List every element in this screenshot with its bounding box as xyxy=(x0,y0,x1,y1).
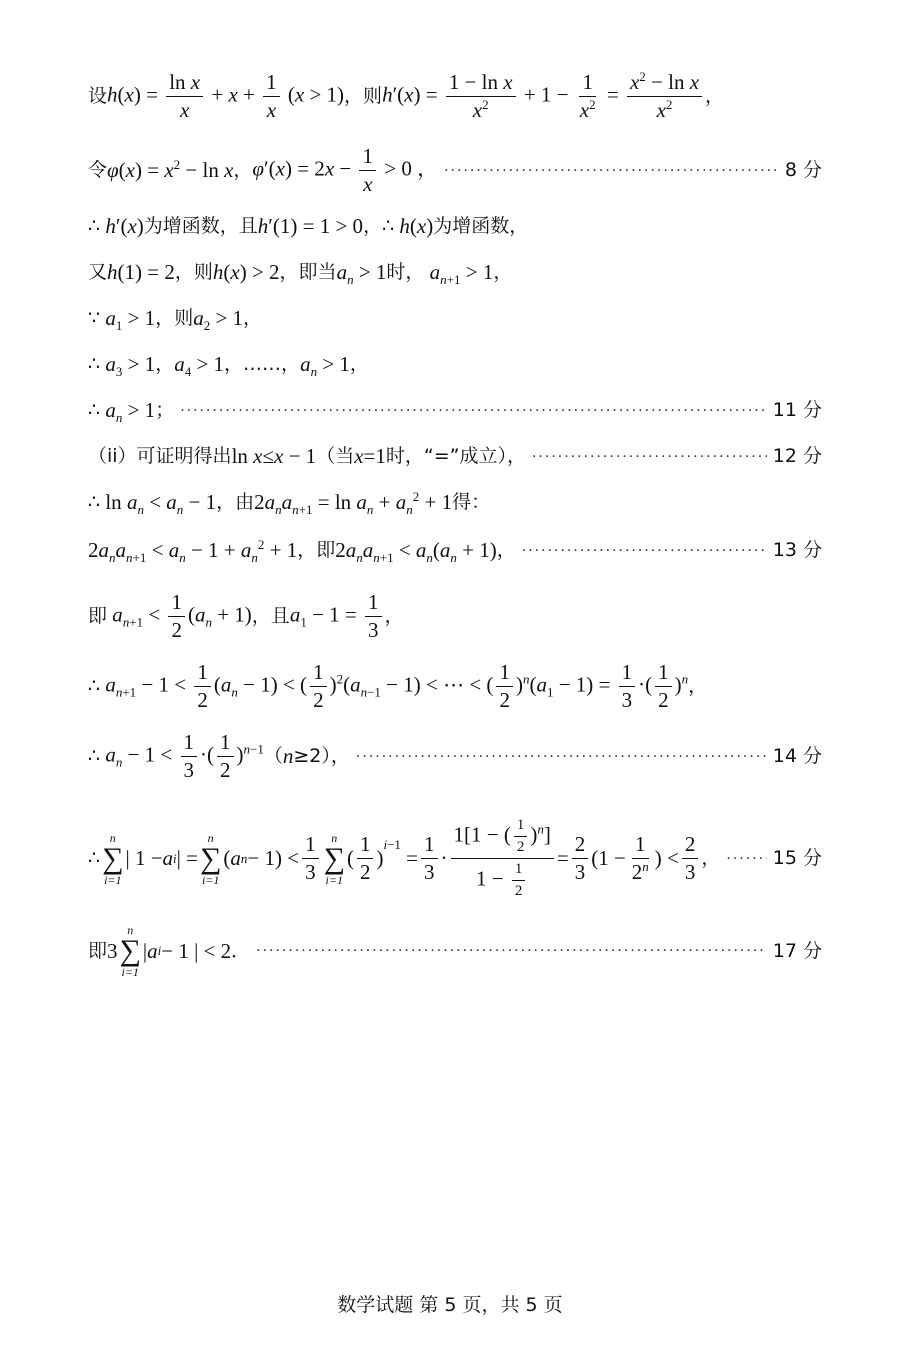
text: ，即 xyxy=(297,539,336,561)
line-12 xyxy=(88,662,822,711)
score-label: 11 分 xyxy=(772,399,822,421)
line-15 xyxy=(88,924,822,978)
math: $a_3 > 1$ xyxy=(105,352,156,380)
text: ，则 xyxy=(155,307,194,329)
text: ，则 xyxy=(344,85,383,107)
math: $a_1 - 1$ = $\frac{1}{3}$ xyxy=(290,592,385,641)
text: ∴ xyxy=(88,215,101,237)
dot-leader xyxy=(180,404,767,418)
math: $\ln a_n < a_n - 1$ xyxy=(100,490,217,518)
text: ≥2）， xyxy=(293,745,350,767)
math: h(1) = 2 xyxy=(107,260,175,284)
math: h′(x) xyxy=(105,214,144,238)
score-label: 15 分 xyxy=(772,847,822,869)
math-chain-inequality: $a_{n+1} - 1$ < $\frac{1}{2}$ $(a_n - 1)$ < ( $\frac{1}{2}$ )$^2(a_{n-1} - 1)$ < ⋯ < ( $\frac{1}{2}$ )$^n(a_1 - 1)$ = $\frac{1}{3}$ ·( $\frac{1}{2}$ )$^n$ xyxy=(105,660,689,712)
text: ． xyxy=(231,939,251,962)
text: ， xyxy=(233,159,253,181)
text: 为增函数，且 xyxy=(143,215,258,237)
math: $a_n - 1$ < $\frac{1}{3}$ ·( $\frac{1}{2}$ )$^{n-1}$ xyxy=(105,730,264,782)
text: ，……， xyxy=(224,353,301,375)
math-phi: $\varphi(x) = x^2 - \ln x$ xyxy=(107,157,234,182)
text: ∴ xyxy=(88,847,101,869)
text: ； xyxy=(155,399,175,421)
score-label: 13 分 xyxy=(772,539,822,561)
math: $a_1 > 1$ xyxy=(105,306,156,334)
score-label: 8 分 xyxy=(784,159,822,181)
text: ∴ xyxy=(88,745,101,767)
text: ， xyxy=(496,539,516,561)
text: ，则 xyxy=(174,261,213,283)
dot-leader xyxy=(256,944,767,958)
text: ， xyxy=(701,847,721,869)
line-6 xyxy=(88,352,822,380)
dot-leader xyxy=(522,544,767,558)
text: ，且 xyxy=(251,605,290,627)
text: ∴ xyxy=(88,675,101,697)
text: ， xyxy=(688,675,708,697)
text: ∴ xyxy=(88,353,101,375)
math: $a_2 > 1$ xyxy=(193,306,244,334)
line-9 xyxy=(88,489,822,518)
line-14 xyxy=(88,818,822,899)
text: ， xyxy=(243,307,263,329)
math: $a_4 > 1$ xyxy=(174,352,225,380)
text: 即 xyxy=(88,605,108,627)
line-10 xyxy=(88,537,822,566)
math: $a_n > 1$ xyxy=(105,398,156,426)
line-4 xyxy=(88,260,822,288)
line-11 xyxy=(88,592,822,641)
line-5 xyxy=(88,306,822,334)
math: n xyxy=(282,744,294,768)
math-phi-derivative: φ′(x) = 2x − $\frac{1}{x}$ > 0 ， xyxy=(252,144,439,196)
math-h-derivative: h′(x) = $\frac{\text{1 − ln x}}{x^2}$ + 1 − $\frac{1}{x^2}$ = $\frac{x^2 - \ln x}{x^2}$ xyxy=(382,72,705,121)
math-h-def: h(x) = $\frac{\text{ln x}}{x}$ + x + $\frac{1}{x}$ (x > 1) xyxy=(107,70,345,122)
dot-leader xyxy=(444,164,779,178)
dot-leader xyxy=(726,852,766,866)
text: ， xyxy=(384,605,404,627)
text: ，即当 xyxy=(279,261,337,283)
text: ，∴ xyxy=(363,215,395,237)
line-3 xyxy=(88,216,822,237)
math: x=1 xyxy=(354,444,386,468)
text: （ xyxy=(263,745,283,767)
text: ， xyxy=(349,353,369,375)
text: ，由 xyxy=(216,491,255,513)
text: ， xyxy=(705,85,725,107)
score-label: 14 分 xyxy=(772,745,822,767)
text: 得： xyxy=(452,491,491,513)
math-sum-bound: n ∑ i=1 | 1 − a i | = n ∑ i=1 ( a n − 1) < $\frac{1}{3}$ n ∑ i=1 ( $\frac{1}{2}$ ) $^{i -1}$ = $\frac{1}{3}$ · 1[1 − ( $\frac{1}{2}$ )$^n$] 1 − $\frac{1}{2}$ = $\frac{2}{3}$ (1 − $\frac{1}{2^n}$ ) < $\frac{2}{3}$ xyxy=(100,818,701,899)
text: （ii）可证明得出 xyxy=(88,445,232,467)
math: h(x) xyxy=(399,214,434,238)
line-7 xyxy=(88,398,822,426)
text: 时， xyxy=(386,261,425,283)
math: ln x≤x − 1 xyxy=(231,444,317,468)
score-label: 17 分 xyxy=(772,939,822,962)
math: $2a_na_{n+1} < a_n - 1 + a_n^2 + 1$ xyxy=(88,537,298,566)
text: ， xyxy=(155,353,175,375)
math: $a_{n+1}$ < $\frac{1}{2}$ $(a_n + 1)$ xyxy=(112,590,252,642)
math: $2a_na_{n+1} < a_n(a_n + 1)$ xyxy=(335,538,497,566)
text: ∴ xyxy=(88,399,101,421)
text: ， xyxy=(493,261,513,283)
text: ∴ xyxy=(88,491,101,513)
dot-leader xyxy=(356,750,767,764)
page-footer: 数学试题 第 5 页，共 5 页 xyxy=(337,1294,563,1316)
math: $a_n > 1$ xyxy=(336,260,387,288)
text: 时，“=”成立）， xyxy=(385,445,526,467)
text: 即 xyxy=(88,939,108,962)
line-1 xyxy=(88,69,822,122)
math: $a_n > 1$ xyxy=(300,352,350,380)
math: $a_{n+1} > 1$ xyxy=(429,260,494,288)
line-13 xyxy=(88,732,822,781)
math-final: 3 n ∑ i=1 | a i − 1 | < 2 xyxy=(107,923,232,979)
math: h′(1) = 1 > 0 xyxy=(257,214,364,238)
text: （当 xyxy=(316,445,355,467)
math: $2a_na_{n+1} = \ln a_n + a_n^2 + 1$ xyxy=(254,489,453,518)
text: 为增函数， xyxy=(433,215,529,237)
line-2 xyxy=(88,146,822,195)
text: 设 xyxy=(88,85,108,107)
score-label: 12 分 xyxy=(772,445,822,467)
text: ∵ xyxy=(88,307,101,329)
math: h(x) > 2 xyxy=(212,260,280,284)
text: 令 xyxy=(88,159,108,181)
line-8 xyxy=(88,446,822,467)
dot-leader xyxy=(532,450,767,464)
text: 又 xyxy=(88,261,108,283)
